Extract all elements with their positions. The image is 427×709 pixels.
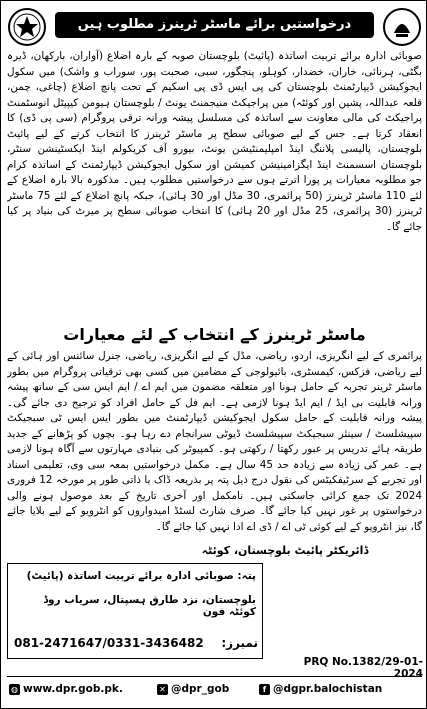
- address-line-1: پتہ: صوبائی ادارہ برائے تربیت اساتذہ (پائیٹ): [26, 570, 256, 582]
- globe-icon: ◍: [9, 684, 20, 695]
- address-line-2: بلوچستان، نزد طارق ہسپتال، سریاب روڈ کوئٹہ فون: [43, 594, 256, 618]
- intro-paragraph: صوبائی ادارہ برائے تربیت اساتذہ (پائیٹ) بلوچستان صوبہ کے بارہ اضلاع (آواران، بارکھان، ڈیرہ بگٹی، ہرنائی، خاران، خضدار، کوہلو، پنجگور، سبی، صحبت پور، سوراب و واشک) میں سکول ایجوکیشن ڈیپارٹمنٹ بلوچستان کی پی ایس ڈی پی اسکیم کے تحت پانچ اضلاع (چاغی، چمن، قلعہ عبداللہ، پشین اور کوئٹہ) میں پراجیکٹ منیجمنٹ یونٹ / بلوچستان ہیومن کیپیٹل انوسٹمنٹ پراجیکٹ کی مالی معاونت سے اساتذہ کی مسلسل پیشہ ورانہ ترقی پروگرام (سی پی ڈی) کا انعقاد کرتا ہے۔ جس کے لیے صوبائی سطح پر ماسٹر ٹرینرز کا انتخاب کرنے کے لیے پائیٹ بلوچستان، پالیسی پلاننگ اینڈ امپلیمنٹیشن یونٹ، بیورو آف کریکولم اینڈ ایکسٹینشن سنٹر، بلوچستان اسسمنٹ اینڈ ایگزامینیشن کمیشن اور سکول ایجوکیشن ڈیپارٹمنٹ کے اساتذہ کرام جو مطلوبہ معیارات پر پورا اترتے ہوں سے درخواستیں مطلوب ہیں۔ مذکورہ بالا بارہ اضلاع کے لئے 110 ماسٹر ٹرینرز (50 پرائمری، 30 مڈل اور 30 ہائی)، جبکہ پانچ اضلاع کے لئے 75 ماسٹر ٹرینرز (30 پرائمری، 25 مڈل اور 20 ہائی) کا انتخاب صوبائی سطح پر میرٹ کی بنیاد پر کیا جائے گا۔: [7, 50, 422, 233]
- facebook-link[interactable]: [259, 682, 382, 696]
- facebook-text: @dgpr.balochistan: [273, 683, 383, 695]
- phone-row: [14, 636, 258, 654]
- phone-numbers: 081-2471647/0331-3436482: [14, 636, 204, 650]
- phone-label: نمبرز:: [221, 636, 258, 650]
- footer: [7, 676, 422, 698]
- website-link[interactable]: [9, 682, 123, 696]
- website-text: www.dpr.gob.pk.: [23, 683, 123, 695]
- facebook-icon: f: [259, 684, 270, 695]
- header: [7, 7, 422, 47]
- emblem-logo: [7, 7, 47, 47]
- twitter-text: @dpr_gob: [171, 683, 230, 695]
- twitter-link[interactable]: [157, 682, 229, 696]
- twitter-icon: ✕: [157, 684, 168, 695]
- page-title: درخواستیں برائے ماسٹر ٹرینرز مطلوب ہیں: [55, 12, 374, 38]
- criteria-paragraph: پرائمری کے لیے انگریزی، اردو، ریاضی، مڈل کے لیے انگریزی، ریاضی، جنرل سائنس اور ہائی کے لیے ریاضی، فزکس، کیمسٹری، بائیولوجی کے مضامین میں کسی بھی ترقیاتی پروگرام میں بطور ماسٹر ٹرینر تجربہ کے حامل ہونا اور متعلقہ مضمون میں ایم اے / ایم ایس سی کے ساتھ پیشہ ورانہ قابلیت بی ایڈ / ایم ایڈ ہونا لازمی ہے۔ ایم فل کے حامل افراد کو ترجیح دی جائے گی۔ پیشہ ورانہ قابلیت کے حامل سکول ایجوکیشن ڈیپارٹمنٹ میں بطور ایس ایس ٹی سبجیکٹ سپیشلسٹ / سینئر سبجیکٹ سپیشلسٹ ڈیوٹی سرانجام دے رہا ہو۔ بچوں کو پڑھانے کے جدید طریقہ ہائے تدریس پر عبور رکھتا / رکھتی ہو۔ کمپیوٹر کی بنیادی مہارتوں سے آگاہ ہونا لازمی ہے۔ عمر کی زیادہ سے زیادہ حد 45 سال ہے۔ مکمل درخواستیں بمعہ سی وی، تعلیمی اسناد اور تجربے کے سرٹیفکیٹس کی نقول درج ذیل پتہ پر بذریعہ ڈاک یا ذاتی طور پر مورخہ 12 فروری 2024 تک جمع کرائی جاسکتی ہیں۔ نامکمل اور آخری تاریخ کے بعد موصول ہونے والی درخواستوں پر غور نہیں کیا جائے گا۔ صرف شارٹ لسٹڈ امیدواروں کو انٹرویو کے لیے بلایا جائے گا، نیز انٹرویو کے لیے کوئی ٹی اے / ڈی اے ادا نہیں کیا جائے گا۔: [7, 350, 422, 533]
- prq-number: PRQ No.1382/29-01-2024: [303, 656, 423, 680]
- balochistan-seal-logo: [382, 7, 422, 47]
- criteria-heading: ماسٹر ٹرینرز کے انتخاب کے لئے معیارات: [63, 325, 366, 344]
- signatory: ڈائریکٹر پائیٹ بلوچستان، کوئٹہ: [201, 544, 369, 557]
- address-box: [7, 563, 263, 659]
